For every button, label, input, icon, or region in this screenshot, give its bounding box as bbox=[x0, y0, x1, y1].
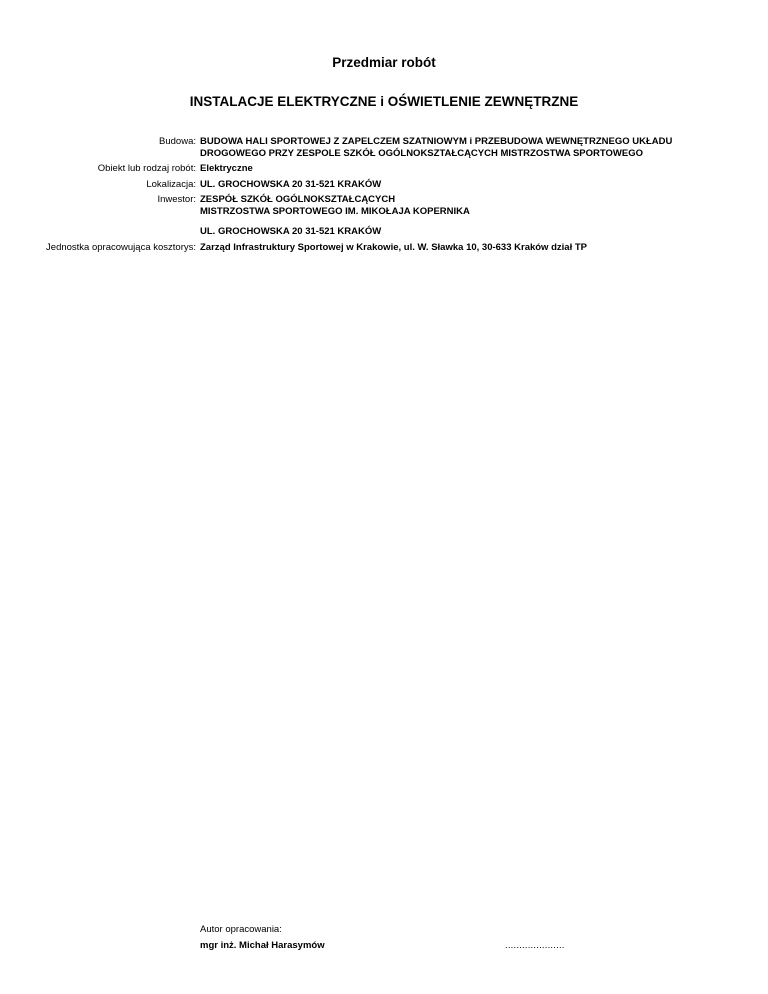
field-inwestor-line-1: ZESPÓŁ SZKÓŁ OGÓLNOKSZTAŁCĄCYCH bbox=[200, 194, 396, 205]
document-subtitle: INSTALACJE ELEKTRYCZNE i OŚWIETLENIE ZEWNĘTRZNE bbox=[189, 94, 579, 109]
field-obiekt-value: Elektryczne bbox=[200, 163, 253, 174]
author-label: Autor opracowania: bbox=[200, 924, 282, 935]
signature-line: ..................... bbox=[505, 940, 565, 951]
field-budowa-line-2: DROGOWEGO PRZY ZESPOLE SZKÓŁ OGÓLNOKSZTAŁCĄCYCH MISTRZOSTWA SPORTOWEGO bbox=[200, 148, 643, 159]
field-inwestor-value bbox=[200, 194, 760, 238]
field-inwestor-line-3: UL. GROCHOWSKA 20 31-521 KRAKÓW bbox=[200, 226, 382, 237]
field-inwestor-line-2: MISTRZOSTWA SPORTOWEGO IM. MIKOŁAJA KOPERNIKA bbox=[200, 206, 470, 217]
document-title: Przedmiar robót bbox=[332, 55, 436, 70]
field-jednostka-label: Jednostka opracowująca kosztorys: bbox=[46, 242, 196, 253]
field-jednostka-value: Zarząd Infrastruktury Sportowej w Krakowie, ul. W. Sławka 10, 30-633 Kraków dział TP bbox=[200, 242, 587, 253]
field-budowa-value bbox=[200, 136, 760, 160]
author-name: mgr inż. Michał Harasymów bbox=[200, 940, 325, 951]
field-obiekt-label: Obiekt lub rodzaj robót: bbox=[97, 163, 196, 174]
field-budowa-label: Budowa: bbox=[159, 136, 196, 147]
field-lokalizacja-value: UL. GROCHOWSKA 20 31-521 KRAKÓW bbox=[200, 179, 382, 190]
field-budowa-line-1: BUDOWA HALI SPORTOWEJ Z ZAPELCZEM SZATNIOWYM i PRZEBUDOWA WEWNĘTRZNEGO UKŁADU bbox=[200, 136, 673, 147]
field-inwestor-label: Inwestor: bbox=[157, 194, 196, 205]
field-lokalizacja-label: Lokalizacja: bbox=[146, 179, 196, 190]
